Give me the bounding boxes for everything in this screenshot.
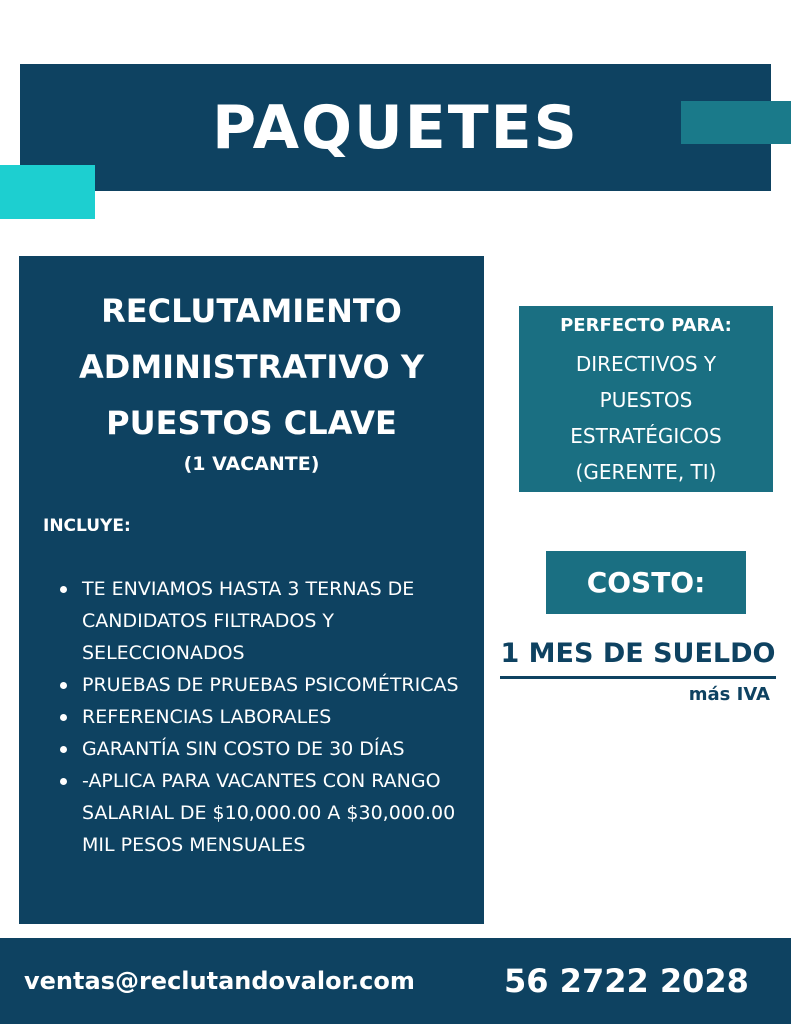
package-title-line: PUESTOS CLAVE bbox=[106, 404, 397, 442]
includes-list bbox=[82, 573, 467, 861]
ideal-for-text bbox=[519, 346, 773, 490]
ideal-for-line: PUESTOS bbox=[599, 388, 693, 412]
package-title-line: RECLUTAMIENTO bbox=[101, 292, 402, 330]
list-item: PRUEBAS DE PRUEBAS PSICOMÉTRICAS bbox=[82, 669, 467, 701]
package-title bbox=[19, 283, 484, 451]
ideal-for-line: (GERENTE, TI) bbox=[575, 460, 717, 484]
ideal-for-line: DIRECTIVOS Y bbox=[575, 352, 717, 376]
list-item: REFERENCIAS LABORALES bbox=[82, 701, 467, 733]
list-item: TE ENVIAMOS HASTA 3 TERNAS DE CANDIDATOS FILTRADOS Y SELECCIONADOS bbox=[82, 573, 467, 669]
ideal-for-line: ESTRATÉGICOS bbox=[570, 424, 722, 448]
package-title-line: ADMINISTRATIVO Y bbox=[78, 348, 424, 386]
page-title: PAQUETES bbox=[212, 92, 579, 163]
package-subtitle: (1 VACANTE) bbox=[183, 453, 320, 475]
contact-phone[interactable]: 56 2722 2028 bbox=[504, 962, 749, 1000]
cost-underline bbox=[500, 676, 776, 679]
ideal-for-heading: PERFECTO PARA: bbox=[560, 315, 732, 336]
includes-heading: INCLUYE: bbox=[43, 516, 131, 536]
cost-value: 1 MES DE SUELDO bbox=[500, 638, 776, 669]
cost-tax-note: más IVA bbox=[688, 684, 770, 705]
contact-email[interactable]: ventas@reclutandovalor.com bbox=[24, 967, 415, 995]
list-item: -APLICA PARA VACANTES CON RANGO SALARIAL DE $10,000.00 A $30,000.00 MIL PESOS MENSUALES bbox=[82, 765, 467, 861]
cost-label: COSTO: bbox=[586, 566, 706, 599]
list-item: GARANTÍA SIN COSTO DE 30 DÍAS bbox=[82, 733, 467, 765]
